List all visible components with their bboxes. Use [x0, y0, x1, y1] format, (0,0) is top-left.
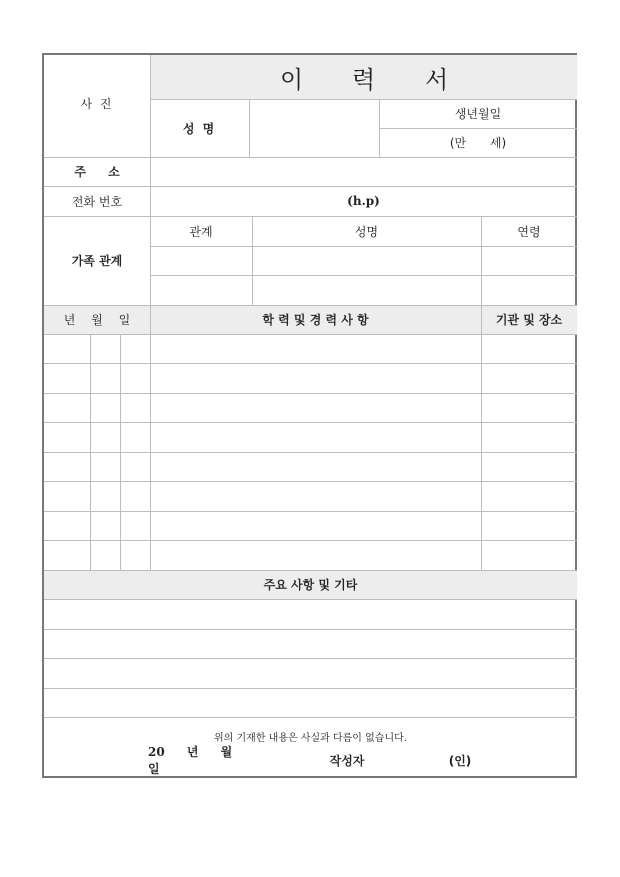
name-field[interactable]	[249, 99, 379, 157]
family-col-age: 연령	[517, 224, 541, 239]
hp-label: (h.p)	[347, 194, 380, 208]
resume-form	[42, 53, 577, 778]
footer-date: 20 년 월 일	[148, 745, 233, 776]
history-date-header: 년 월 일	[63, 313, 131, 327]
address-label: 주 소	[74, 165, 120, 179]
history-main-header: 학 력 및 경 력 사 항	[262, 313, 369, 327]
footer-writer: 작성자	[329, 753, 365, 768]
page-title	[150, 55, 577, 99]
history-place-header: 기관 및 장소	[495, 313, 563, 327]
photo-label: 사 진	[80, 96, 114, 111]
title-char-1: 이	[280, 65, 304, 94]
family-col-name: 성명	[354, 224, 379, 239]
name-label: 성 명	[182, 121, 217, 136]
notes-header: 주요 사항 및 기타	[263, 578, 358, 592]
footer-seal: (인)	[448, 753, 472, 768]
birth-label: 생년월일	[454, 107, 502, 121]
family-label: 가족 관계	[71, 254, 123, 268]
family-col-relation: 관계	[189, 224, 213, 239]
phone-label: 전화 번호	[71, 194, 123, 209]
address-field[interactable]	[150, 157, 577, 186]
title-char-3: 서	[425, 65, 449, 94]
age-label: (만 세)	[449, 136, 507, 150]
declaration-text: 위의 기재한 내용은 사실과 다름이 없습니다.	[214, 732, 407, 744]
title-char-2: 력	[352, 65, 376, 94]
